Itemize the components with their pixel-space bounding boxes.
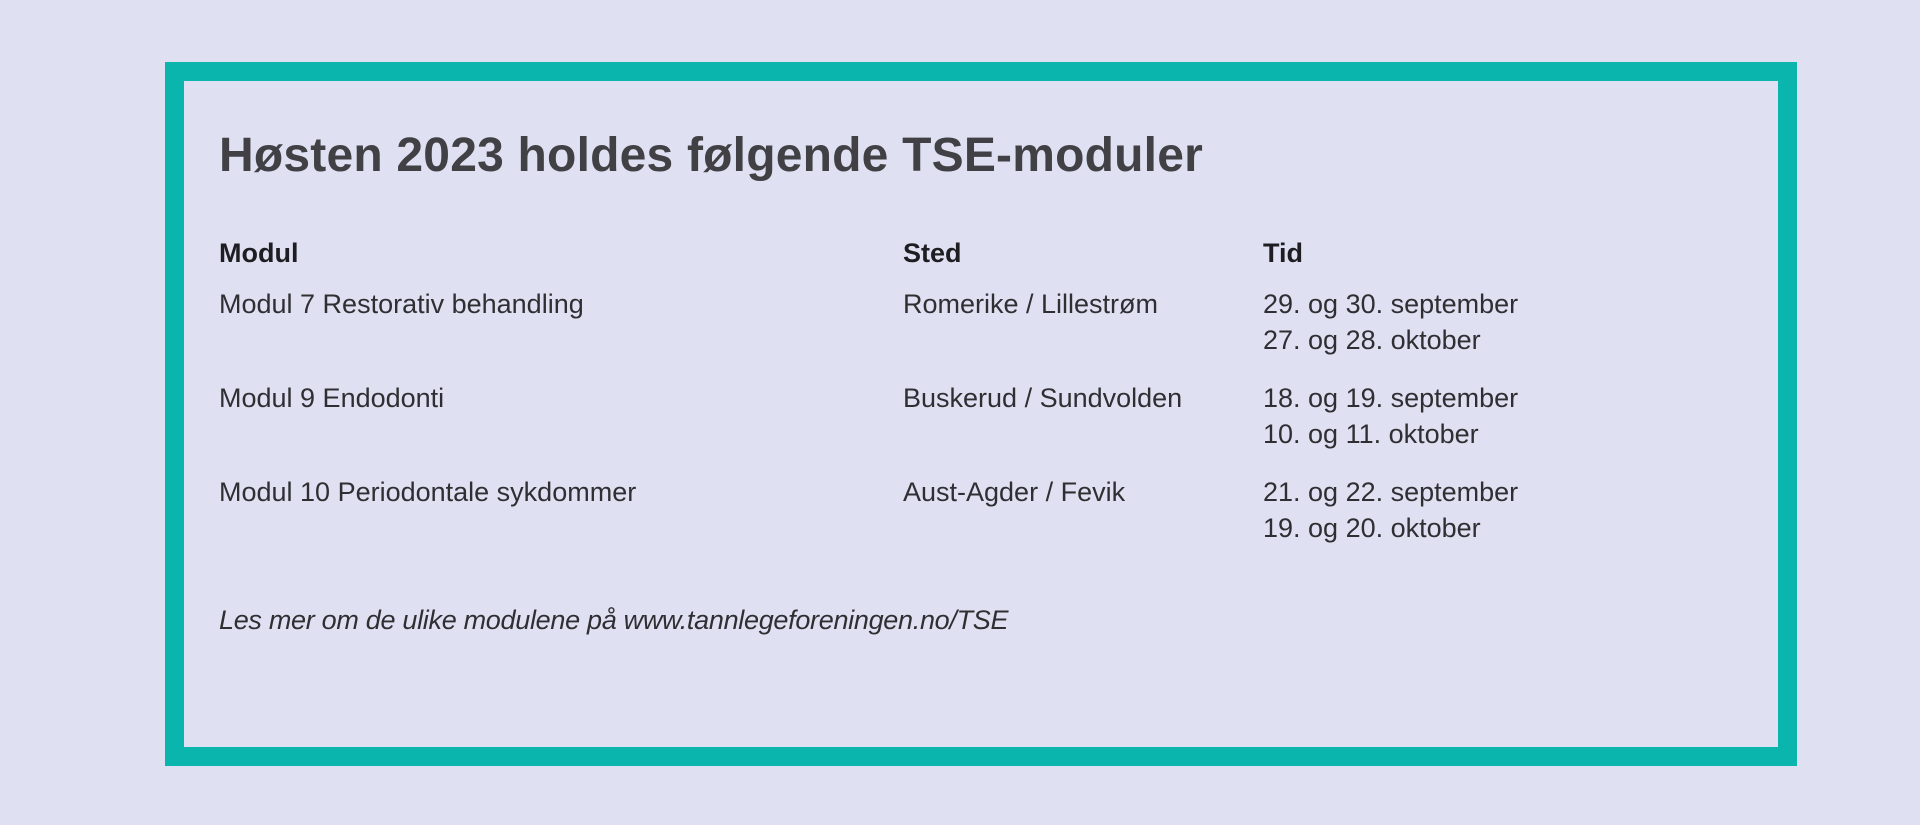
column-header-modul: Modul	[219, 238, 299, 268]
table-row-2-tid-line-1: 18. og 19. september	[1263, 383, 1519, 413]
page-title: Høsten 2023 holdes følgende TSE-moduler	[219, 129, 1203, 182]
table-row-1-modul: Modul 7 Restorativ behandling	[219, 289, 584, 319]
table-row-2-sted: Buskerud / Sundvolden	[903, 383, 1183, 413]
table-row-3-tid-line-1: 21. og 22. september	[1263, 477, 1519, 507]
table-row-2-tid-line-2: 10. og 11. oktober	[1263, 419, 1479, 449]
table-row-1-sted: Romerike / Lillestrøm	[903, 289, 1159, 319]
table-row-3-tid-line-2: 19. og 20. oktober	[1263, 513, 1481, 543]
column-header-sted: Sted	[903, 238, 962, 268]
table-row-3-modul: Modul 10 Periodontale sykdommer	[219, 477, 637, 507]
table-row-1-tid-line-1: 29. og 30. september	[1263, 289, 1519, 319]
column-header-tid: Tid	[1263, 238, 1303, 268]
table-row-3-sted: Aust-Agder / Fevik	[903, 477, 1126, 507]
footer-note: Les mer om de ulike modulene på www.tannlegeforeningen.no/TSE	[219, 605, 1009, 635]
table-row-2-modul: Modul 9 Endodonti	[219, 383, 445, 413]
table-row-1-tid-line-2: 27. og 28. oktober	[1263, 325, 1481, 355]
